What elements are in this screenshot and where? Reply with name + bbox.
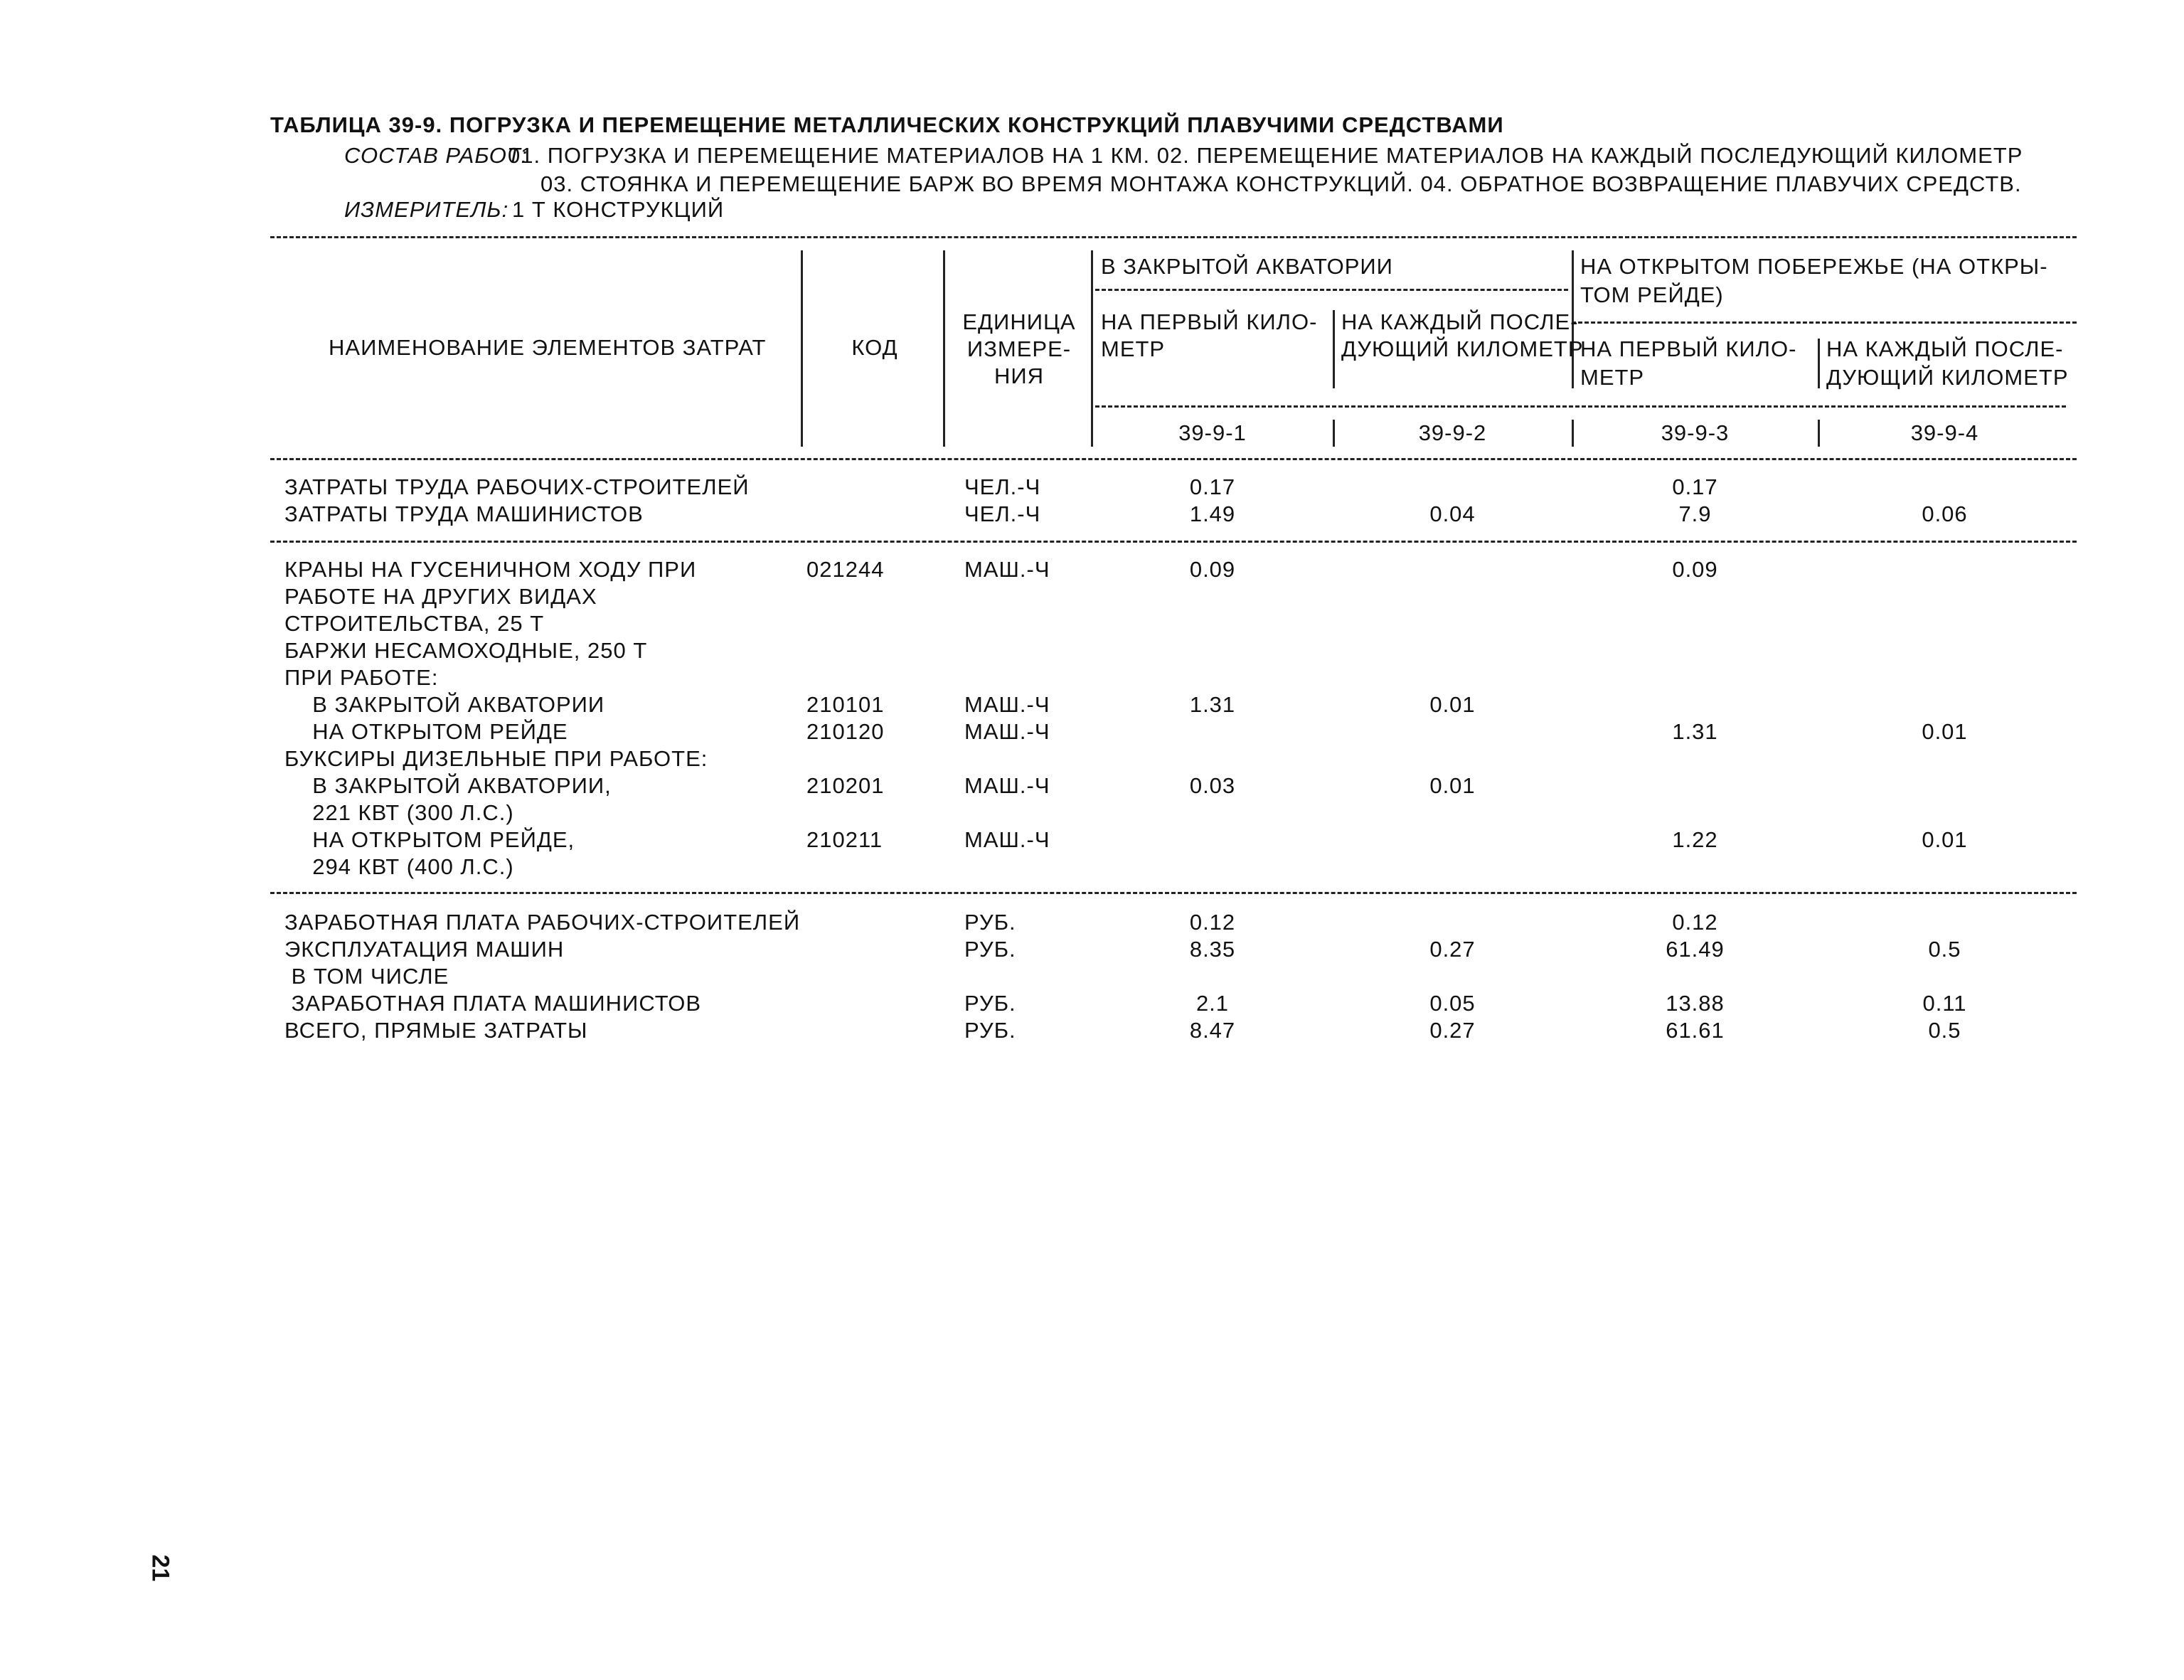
row-total-v1: 8.47 [1189,1018,1236,1043]
row-barge-closed-name: В ЗАКРЫТОЙ АКВАТОРИИ [299,692,605,717]
row-tug-closed-code: 210201 [806,773,885,798]
row-labor-machinists-v3: 7.9 [1678,501,1712,526]
col-sep-unit [943,250,945,447]
row-machine-ops-unit: РУБ. [964,937,1016,962]
row-wage-machinists-v3: 13.88 [1666,991,1725,1016]
row-wage-workers-v1: 0.12 [1189,910,1236,935]
row-barge-closed-v2: 0.01 [1429,692,1476,717]
row-machine-ops-v2: 0.27 [1429,937,1476,962]
table-title: ТАБЛИЦА 39-9. ПОГРУЗКА И ПЕРЕМЕЩЕНИЕ МЕТАЛЛИЧЕСКИХ КОНСТРУКЦИЙ ПЛАВУЧИМИ СРЕДСТВАМИ [270,112,1504,137]
row-labor-workers-name: ЗАТРАТЫ ТРУДА РАБОЧИХ-СТРОИТЕЛЕЙ [284,474,750,499]
col-sep-code2 [1333,420,1335,447]
row-tug-closed-v1: 0.03 [1189,773,1236,798]
row-wage-workers-v3: 0.12 [1672,910,1718,935]
header-open-each-2: ДУЮЩИЙ КИЛОМЕТР [1826,365,2069,390]
row-barge-closed-unit: МАШ.-Ч [964,692,1050,717]
work-line-1: 01. ПОГРУЗКА И ПЕРЕМЕЩЕНИЕ МАТЕРИАЛОВ НА 1 КМ. 02. ПЕРЕМЕЩЕНИЕ МАТЕРИАЛОВ НА КАЖДЫЙ ПОСЛЕДУЮЩИЙ КИЛОМЕТР [508,143,2023,168]
section-rule-2 [270,892,2077,894]
section-rule-1 [270,541,2077,543]
row-total-v4: 0.5 [1928,1018,1961,1043]
row-total-v3: 61.61 [1666,1018,1725,1043]
row-total-v2: 0.27 [1429,1018,1476,1043]
open-sub-rule [1572,321,2077,324]
code-39-9-2: 39-9-2 [1418,420,1487,445]
header-top-rule [270,236,2077,238]
row-labor-workers-v3: 0.17 [1672,474,1718,499]
row-crane-name-1: КРАНЫ НА ГУСЕНИЧНОМ ХОДУ ПРИ [284,557,697,582]
codes-rule [1095,405,2066,408]
row-labor-machinists-unit: ЧЕЛ.-Ч [964,501,1041,526]
row-tug-header: БУКСИРЫ ДИЗЕЛЬНЫЕ ПРИ РАБОТЕ: [284,746,708,771]
header-open-1: НА ОТКРЫТОМ ПОБЕРЕЖЬЕ (НА ОТКРЫ- [1580,254,2048,279]
row-crane-v1: 0.09 [1189,557,1236,582]
header-name: НАИМЕНОВАНИЕ ЭЛЕМЕНТОВ ЗАТРАТ [329,335,767,360]
row-barge-open-unit: МАШ.-Ч [964,719,1050,744]
col-sep-code [801,250,803,447]
work-line-2: 03. СТОЯНКА И ПЕРЕМЕЩЕНИЕ БАРЖ ВО ВРЕМЯ МОНТАЖА КОНСТРУКЦИЙ. 04. ОБРАТНОЕ ВОЗВРАЩЕНИЕ ПЛАВУЧИХ СРЕДСТВ. [540,171,2022,196]
row-machine-ops-v4: 0.5 [1928,937,1961,962]
row-barge-name-1: БАРЖИ НЕСАМОХОДНЫЕ, 250 Т [284,638,648,663]
row-crane-name-3: СТРОИТЕЛЬСТВА, 25 Т [284,611,545,636]
col-sep-code4 [1818,420,1820,447]
row-tug-open-name-2: 294 КВТ (400 Л.С.) [299,854,514,879]
row-crane-code: 021244 [806,557,885,582]
header-unit-1: ЕДИНИЦА [962,309,1076,334]
row-wage-machinists-name: ЗАРАБОТНАЯ ПЛАТА МАШИНИСТОВ [284,991,702,1016]
row-tug-open-v3: 1.22 [1672,827,1718,852]
header-open-first-1: НА ПЕРВЫЙ КИЛО- [1580,336,1797,361]
row-labor-machinists-v2: 0.04 [1429,501,1476,526]
row-barge-open-v3: 1.31 [1672,719,1718,744]
col-sep-closed [1091,250,1093,447]
header-code: КОД [851,335,898,360]
row-tug-closed-unit: МАШ.-Ч [964,773,1050,798]
row-tug-open-v4: 0.01 [1922,827,1968,852]
row-wage-machinists-v2: 0.05 [1429,991,1476,1016]
row-wage-workers-unit: РУБ. [964,910,1016,935]
header-open-first-2: МЕТР [1580,365,1645,390]
row-labor-workers-unit: ЧЕЛ.-Ч [964,474,1041,499]
col-sep-code3 [1572,420,1574,447]
row-wage-machinists-v1: 2.1 [1195,991,1230,1016]
measure-label: ИЗМЕРИТЕЛЬ: [344,197,509,222]
row-total-unit: РУБ. [964,1018,1016,1043]
row-barge-closed-v1: 1.31 [1189,692,1236,717]
work-label: СОСТАВ РАБОТ: [344,143,528,168]
row-machine-ops-v3: 61.49 [1666,937,1725,962]
row-tug-open-code: 210211 [806,827,883,852]
row-crane-name-2: РАБОТЕ НА ДРУГИХ ВИДАХ [284,584,597,609]
header-closed-each-2: ДУЮЩИЙ КИЛОМЕТР [1341,336,1584,361]
row-labor-machinists-v4: 0.06 [1922,501,1968,526]
row-barge-open-v4: 0.01 [1922,719,1968,744]
header-closed-each-1: НА КАЖДЫЙ ПОСЛЕ- [1341,309,1579,334]
row-wage-machinists-v4: 0.11 [1922,991,1967,1016]
code-39-9-1: 39-9-1 [1178,420,1247,445]
col-sep-closed-each [1333,310,1335,388]
row-crane-unit: МАШ.-Ч [964,557,1050,582]
row-barge-closed-code: 210101 [806,692,885,717]
header-bottom-rule [270,458,2077,460]
row-tug-closed-v2: 0.01 [1429,773,1476,798]
header-unit-2: ИЗМЕРЕ- [966,336,1072,361]
code-39-9-3: 39-9-3 [1661,420,1730,445]
row-wage-machinists-unit: РУБ. [964,991,1016,1016]
page-number: 21 [147,1554,174,1582]
row-barge-open-name: НА ОТКРЫТОМ РЕЙДЕ [299,719,568,744]
row-tug-open-unit: МАШ.-Ч [964,827,1050,852]
row-labor-workers-v1: 0.17 [1189,474,1236,499]
header-closed-first-1: НА ПЕРВЫЙ КИЛО- [1101,309,1318,334]
col-sep-open-each [1818,339,1820,388]
row-labor-machinists-v1: 1.49 [1189,501,1236,526]
row-crane-v3: 0.09 [1672,557,1718,582]
row-tug-closed-name-2: 221 КВТ (300 Л.С.) [299,800,514,825]
header-unit-3: НИЯ [994,363,1045,388]
row-total-name: ВСЕГО, ПРЯМЫЕ ЗАТРАТЫ [284,1018,588,1043]
code-39-9-4: 39-9-4 [1910,420,1979,445]
row-barge-open-code: 210120 [806,719,885,744]
header-open-each-1: НА КАЖДЫЙ ПОСЛЕ- [1826,336,2064,361]
header-open-2: ТОМ РЕЙДЕ) [1580,282,1724,307]
row-barge-name-2: ПРИ РАБОТЕ: [284,665,439,690]
header-closed-first-2: МЕТР [1101,336,1166,361]
row-tug-closed-name-1: В ЗАКРЫТОЙ АКВАТОРИИ, [299,773,612,798]
closed-sub-rule [1095,289,1568,291]
row-including-label: В ТОМ ЧИСЛЕ [284,964,449,989]
row-machine-ops-name: ЭКСПЛУАТАЦИЯ МАШИН [284,937,565,962]
row-wage-workers-name: ЗАРАБОТНАЯ ПЛАТА РАБОЧИХ-СТРОИТЕЛЕЙ [284,910,801,935]
row-labor-machinists-name: ЗАТРАТЫ ТРУДА МАШИНИСТОВ [284,501,644,526]
header-closed: В ЗАКРЫТОЙ АКВАТОРИИ [1101,254,1393,279]
measure-value: 1 Т КОНСТРУКЦИЙ [512,197,725,222]
row-tug-open-name-1: НА ОТКРЫТОМ РЕЙДЕ, [299,827,575,852]
row-machine-ops-v1: 8.35 [1189,937,1236,962]
